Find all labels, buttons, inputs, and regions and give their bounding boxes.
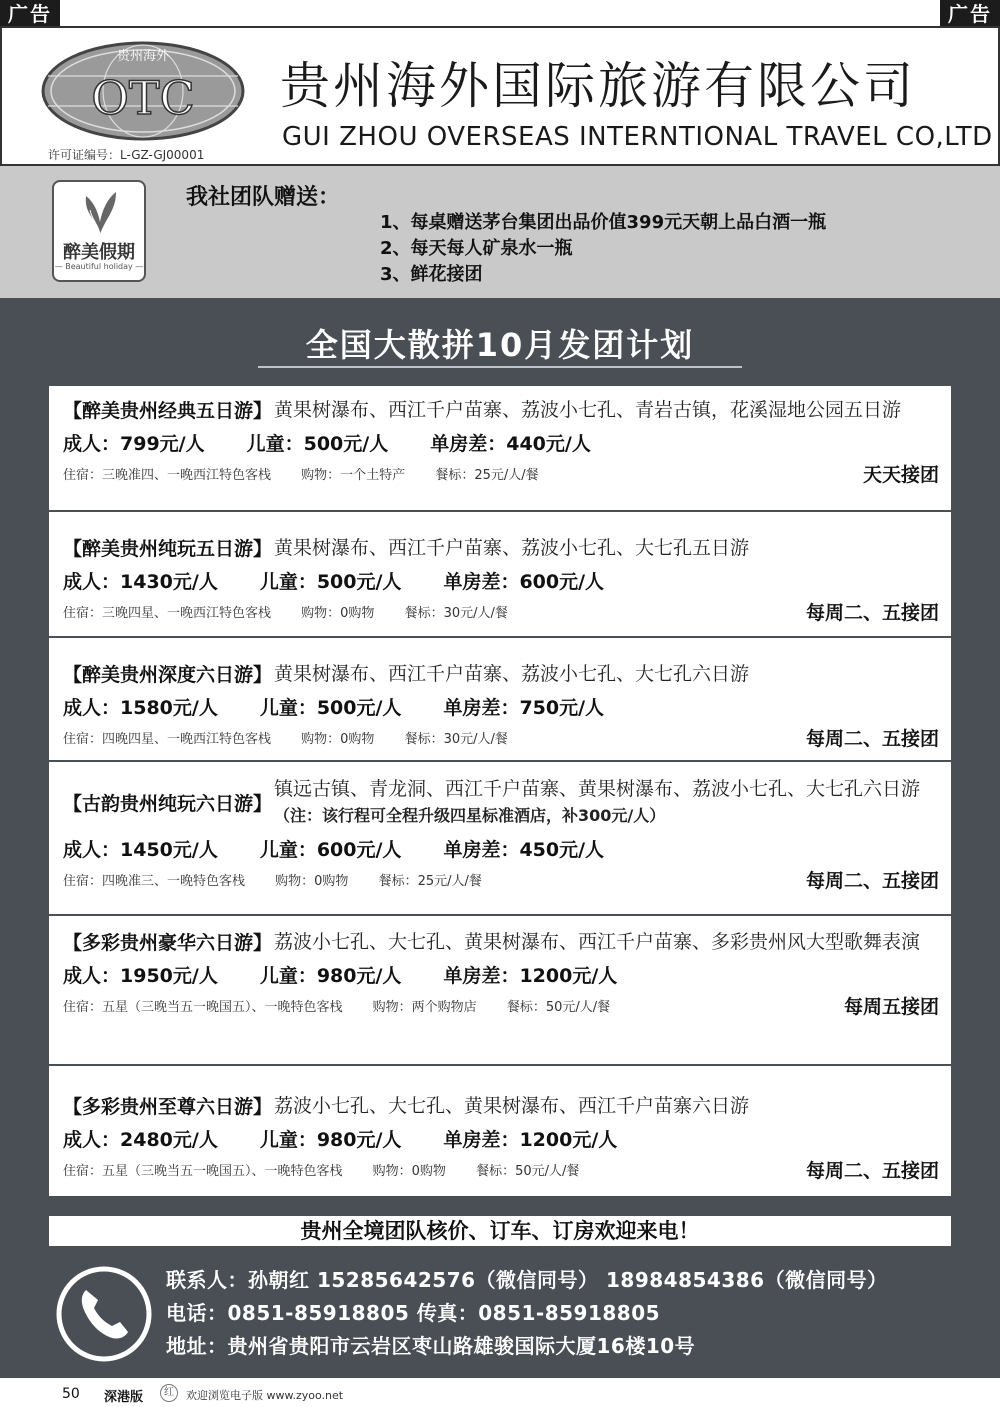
gift-item: 3、鲜花接团: [380, 264, 483, 285]
single-room-price: 单房差：1200元/人: [443, 1129, 618, 1151]
meal-info: 餐标：25元/人/餐: [435, 468, 539, 483]
shopping-info: 购物：两个购物店: [372, 1000, 477, 1015]
shopping-info: 购物：一个土特产: [301, 468, 406, 483]
stay-info: 住宿：四晚四星、一晚西江特色客栈: [63, 732, 272, 747]
tour-plan-section: [0, 298, 1000, 1378]
plan-title: 全国大散拼10月发团计划: [305, 326, 695, 364]
logo-arc-text: 贵州海外: [116, 49, 170, 64]
stay-info: 住宿：四晚准三、一晚特色客栈: [63, 874, 246, 889]
company-name-en: GUI ZHOU OVERSEAS INTERNTIONAL TRAVEL CO,LTD: [282, 122, 993, 152]
adult-price: 成人：799元/人: [63, 433, 205, 455]
single-room-price: 单房差：1200元/人: [443, 965, 618, 987]
welcome-banner: 贵州全境团队核价、订车、订房欢迎来电！: [49, 1216, 951, 1246]
adult-price: 成人：1430元/人: [63, 571, 218, 593]
butterfly-icon: [80, 188, 120, 236]
tour-route-text: 镇远古镇、青龙洞、西江千户苗寨、黄果树瀑布、荔波小七孔、大七孔六日游: [274, 778, 921, 800]
phone-icon: [54, 1264, 154, 1364]
tour-name: 【醉美贵州纯玩五日游】: [63, 538, 273, 560]
gift-title: 我社团队赠送：: [186, 185, 341, 210]
website-link[interactable]: 欢迎浏览电子版 www.zyoo.net: [186, 1389, 344, 1402]
tour-schedule: 每周二、五接团: [805, 602, 939, 624]
shopping-info: 购物：0购物: [372, 1164, 446, 1179]
tour-name: 【古韵贵州纯玩六日游】: [63, 793, 273, 815]
single-room-price: 单房差：600元/人: [443, 571, 605, 593]
tour-name: 【多彩贵州豪华六日游】: [63, 932, 273, 954]
tour-route: 荔波小七孔、大七孔、黄果树瀑布、西江千户苗寨、多彩贵州风大型歌舞表演: [274, 930, 921, 953]
tour-list: [49, 386, 951, 1196]
company-header: [0, 26, 1000, 166]
meal-info: 餐标：50元/人/餐: [506, 1000, 611, 1015]
meal-info: 餐标：30元/人/餐: [404, 606, 508, 621]
stay-info: 住宿：三晚四星、一晚西江特色客栈: [63, 606, 272, 621]
logo-letters: OTC: [91, 71, 195, 125]
tour-route: [272, 776, 939, 829]
tour-name: 【醉美贵州经典五日游】: [63, 400, 273, 422]
company-name-cn: 贵州海外国际旅游有限公司: [280, 57, 916, 115]
meal-info: 餐标：25元/人/餐: [378, 874, 482, 889]
shopping-info: 购物：0购物: [301, 732, 375, 747]
tour-schedule: 每周五接团: [843, 996, 939, 1018]
edition-mark: 红: [160, 1384, 178, 1402]
meal-info: 餐标：50元/人/餐: [476, 1164, 580, 1179]
title-underline: [258, 366, 742, 368]
tour-name: 【多彩贵州至尊六日游】: [63, 1096, 273, 1118]
tour-card: [49, 386, 951, 512]
tour-schedule: 每周二、五接团: [805, 870, 939, 892]
tour-route: 荔波小七孔、大七孔、黄果树瀑布、西江千户苗寨六日游: [274, 1094, 750, 1117]
stay-info: 住宿：三晚准四、一晚西江特色客栈: [63, 468, 272, 483]
adult-price: 成人：1580元/人: [63, 697, 218, 719]
child-price: 儿童：500元/人: [259, 571, 402, 593]
child-price: 儿童：500元/人: [246, 433, 389, 455]
tour-schedule: 天天接团: [862, 464, 939, 486]
page-number: 50: [62, 1386, 80, 1402]
tour-card: [49, 512, 951, 638]
tour-route: 黄果树瀑布、西江千户苗寨、荔波小七孔、大七孔六日游: [274, 662, 750, 685]
tour-card: [49, 762, 951, 916]
tour-name: 【醉美贵州深度六日游】: [63, 664, 273, 686]
tour-schedule: 每周二、五接团: [805, 1160, 939, 1182]
tour-schedule: 每周二、五接团: [805, 728, 939, 750]
tour-route: 黄果树瀑布、西江千户苗寨、荔波小七孔、青岩古镇，花溪湿地公园五日游: [274, 398, 902, 421]
ad-tag-left: 广告: [0, 0, 60, 28]
brand-logo: [52, 180, 146, 282]
ad-tag-right: 广告: [940, 0, 1000, 28]
brand-name-en: — Beautiful holiday —: [54, 262, 144, 271]
child-price: 儿童：600元/人: [259, 839, 402, 861]
gift-item: 1、每桌赠送茅台集团出品价值399元天朝上品白酒一瓶: [380, 212, 827, 233]
shopping-info: 购物：0购物: [301, 606, 375, 621]
meal-info: 餐标：30元/人/餐: [404, 732, 508, 747]
brand-name: 醉美假期: [63, 242, 135, 263]
child-price: 儿童：500元/人: [259, 697, 402, 719]
adult-price: 成人：1950元/人: [63, 965, 218, 987]
gift-list: [380, 210, 826, 288]
adult-price: 成人：2480元/人: [63, 1129, 218, 1151]
page-footer: [0, 1378, 1000, 1407]
contact-address: 地址：贵州省贵阳市云岩区枣山路雄骏国际大厦16楼10号: [166, 1334, 696, 1358]
adult-price: 成人：1450元/人: [63, 839, 218, 861]
stay-info: 住宿：五星（三晚当五一晚国五）、一晚特色客栈: [63, 1164, 343, 1179]
contact-info: [166, 1264, 888, 1363]
child-price: 儿童：980元/人: [259, 1129, 402, 1151]
otc-logo: [38, 36, 248, 146]
tour-note: （注：该行程可全程升级四星标准酒店，补300元/人）: [274, 806, 666, 825]
contact-phone: 电话：0851-85918805 传真：0851-85918805: [166, 1301, 661, 1325]
tour-card: [49, 1066, 951, 1196]
contact-person: 联系人：孙朝红 15285642576（微信同号） 18984854386（微信同号）: [166, 1268, 888, 1292]
tour-route: 黄果树瀑布、西江千户苗寨、荔波小七孔、大七孔五日游: [274, 536, 750, 559]
license-number: 许可证编号：L-GZ-GJ00001: [48, 148, 205, 162]
gift-banner: [0, 166, 1000, 298]
tour-card: [49, 916, 951, 1066]
single-room-price: 单房差：450元/人: [443, 839, 605, 861]
single-room-price: 单房差：440元/人: [430, 433, 591, 455]
single-room-price: 单房差：750元/人: [443, 697, 605, 719]
gift-item: 2、每天每人矿泉水一瓶: [380, 238, 573, 259]
child-price: 儿童：980元/人: [259, 965, 402, 987]
shopping-info: 购物：0购物: [275, 874, 349, 889]
stay-info: 住宿：五星（三晚当五一晚国五）、一晚特色客栈: [63, 1000, 343, 1015]
edition-label: 深港版: [104, 1390, 144, 1405]
tour-card: [49, 638, 951, 762]
